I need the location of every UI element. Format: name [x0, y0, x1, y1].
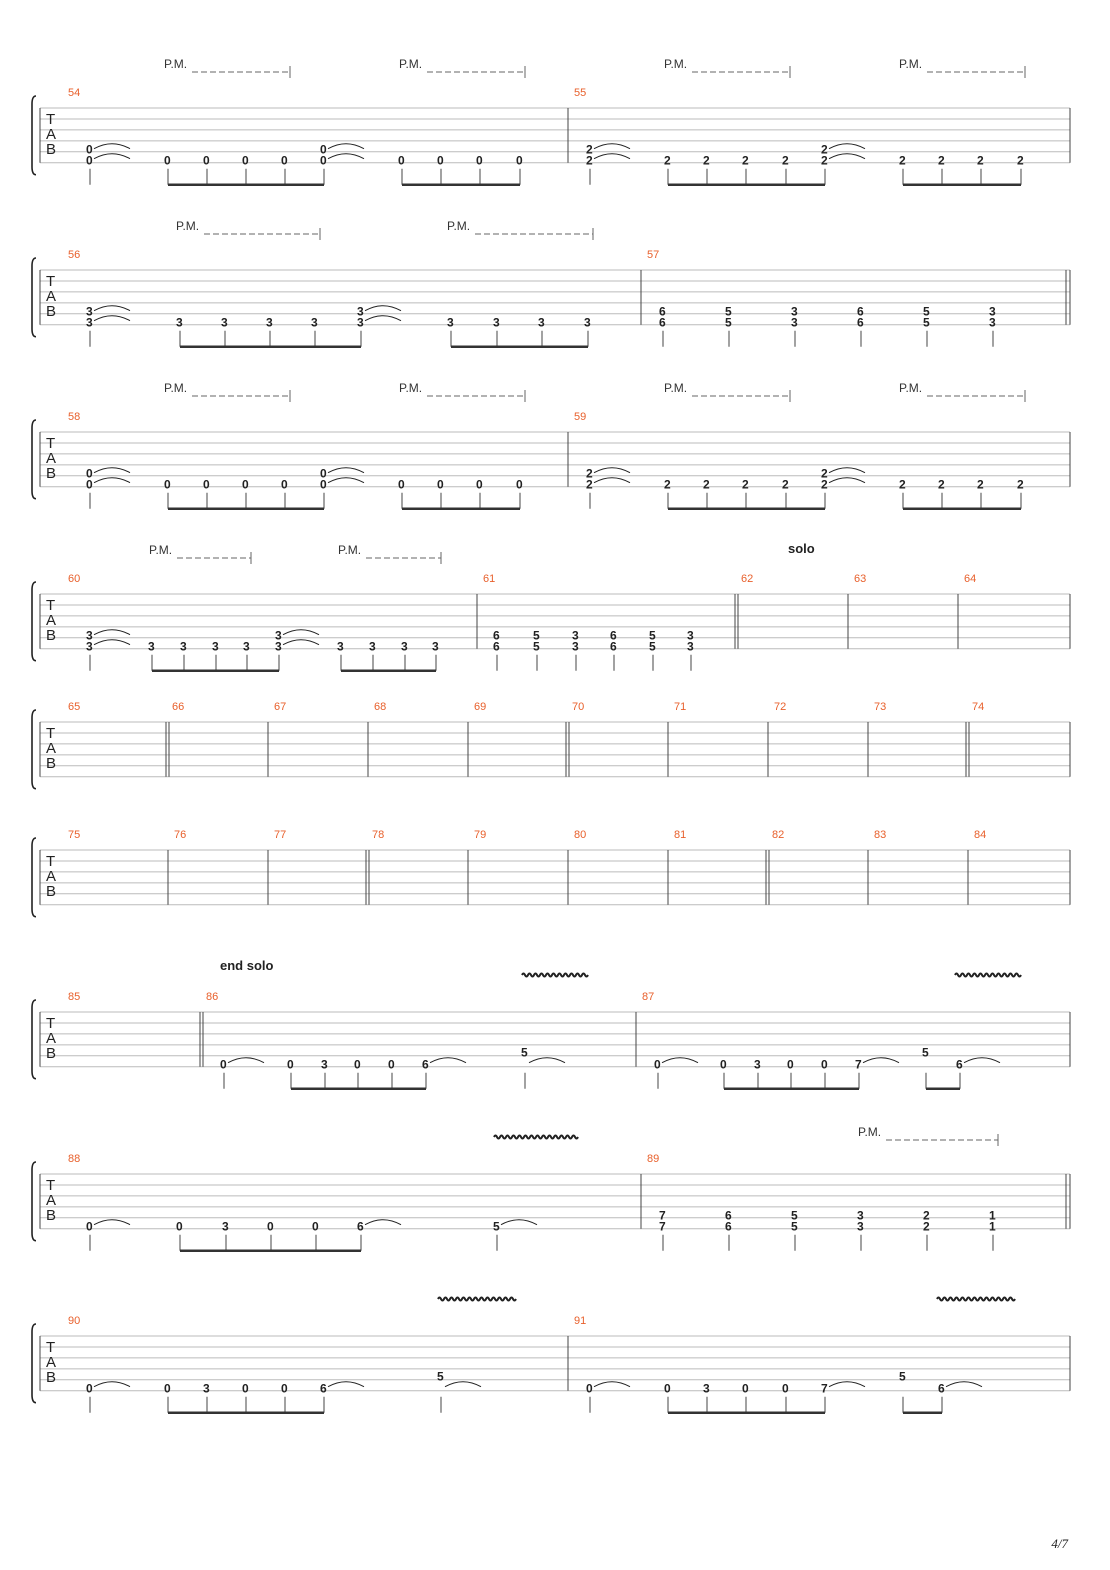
- measure-number: 67: [274, 701, 287, 713]
- fret-number: 0: [782, 1381, 789, 1396]
- fret-number: 5: [725, 315, 732, 330]
- palm-mute-label: P.M.: [899, 57, 923, 71]
- fret-number: 6: [357, 1219, 364, 1234]
- fret-number: 6: [320, 1381, 327, 1396]
- tie-arc: [662, 1058, 698, 1063]
- tab-clef-letter: A: [46, 126, 57, 143]
- measure-number: 64: [964, 573, 977, 585]
- measure-number: 90: [68, 1315, 81, 1327]
- measure-number: 82: [772, 829, 785, 841]
- fret-number: 6: [857, 315, 864, 330]
- fret-number: 3: [687, 639, 694, 654]
- tie-arc: [328, 154, 364, 159]
- vibrato-mark: [522, 974, 588, 977]
- fret-number: 2: [586, 142, 593, 157]
- tie-arc: [94, 306, 130, 311]
- tie-arc: [829, 478, 865, 483]
- measure-number: 87: [642, 991, 655, 1003]
- measure-number: 84: [974, 829, 987, 841]
- fret-number: 5: [923, 304, 930, 319]
- tab-clef-letter: A: [46, 1354, 57, 1371]
- fret-number: 0: [281, 1381, 288, 1396]
- vibrato-mark: [438, 1298, 516, 1301]
- fret-number: 3: [337, 639, 344, 654]
- palm-mute-label: P.M.: [399, 57, 423, 71]
- measure-number: 80: [574, 829, 587, 841]
- fret-number: 3: [203, 1381, 210, 1396]
- tie-arc: [829, 144, 865, 149]
- page-number: 4/7: [1051, 1536, 1068, 1551]
- fret-number: 2: [821, 142, 828, 157]
- system-brace: [32, 838, 36, 917]
- fret-number: 0: [242, 477, 249, 492]
- fret-number: 0: [398, 477, 405, 492]
- fret-number: 0: [176, 1219, 183, 1234]
- fret-number: 0: [86, 477, 93, 492]
- fret-number: 0: [220, 1057, 227, 1072]
- fret-number: 3: [357, 304, 364, 319]
- tie-arc: [94, 1220, 130, 1225]
- fret-number: 5: [922, 1045, 929, 1060]
- tie-arc: [829, 468, 865, 473]
- fret-number: 0: [320, 153, 327, 168]
- fret-number: 2: [782, 153, 789, 168]
- fret-number: 0: [664, 1381, 671, 1396]
- fret-number: 0: [320, 477, 327, 492]
- fret-number: 5: [725, 304, 732, 319]
- measure-number: 56: [68, 249, 81, 261]
- fret-number: 3: [369, 639, 376, 654]
- palm-mute-label: P.M.: [664, 57, 688, 71]
- tie-arc: [94, 154, 130, 159]
- fret-number: 0: [586, 1381, 593, 1396]
- vibrato-mark: [937, 1298, 1015, 1301]
- fret-number: 5: [493, 1219, 500, 1234]
- fret-number: 3: [432, 639, 439, 654]
- measure-number: 68: [374, 701, 387, 713]
- fret-number: 5: [649, 639, 656, 654]
- fret-number: 6: [610, 628, 617, 643]
- tie-arc: [430, 1058, 466, 1063]
- fret-number: 0: [720, 1057, 727, 1072]
- tie-arc: [501, 1220, 537, 1225]
- fret-number: 0: [287, 1057, 294, 1072]
- tie-arc: [283, 630, 319, 635]
- tie-arc: [964, 1058, 1000, 1063]
- palm-mute-label: P.M.: [447, 219, 471, 233]
- measure-number: 72: [774, 701, 787, 713]
- tie-arc: [94, 630, 130, 635]
- fret-number: 0: [281, 153, 288, 168]
- fret-number: 7: [659, 1219, 666, 1234]
- palm-mute-label: P.M.: [164, 381, 188, 395]
- tab-clef-letter: B: [46, 465, 57, 482]
- tab-clef-letter: A: [46, 868, 57, 885]
- tie-arc: [365, 1220, 401, 1225]
- fret-number: 6: [493, 628, 500, 643]
- fret-number: 3: [703, 1381, 710, 1396]
- fret-number: 6: [422, 1057, 429, 1072]
- fret-number: 3: [311, 315, 318, 330]
- fret-number: 2: [899, 153, 906, 168]
- system-brace: [32, 96, 36, 175]
- fret-number: 0: [86, 466, 93, 481]
- tie-arc: [594, 478, 630, 483]
- tie-arc: [228, 1058, 264, 1063]
- tie-arc: [445, 1382, 481, 1387]
- fret-number: 2: [821, 153, 828, 168]
- fret-number: 3: [86, 304, 93, 319]
- fret-number: 2: [938, 477, 945, 492]
- fret-number: 0: [516, 153, 523, 168]
- measure-number: 86: [206, 991, 219, 1003]
- fret-number: 3: [493, 315, 500, 330]
- measure-number: 83: [874, 829, 887, 841]
- fret-number: 5: [533, 639, 540, 654]
- fret-number: 3: [584, 315, 591, 330]
- tie-arc: [94, 1382, 130, 1387]
- fret-number: 2: [1017, 153, 1024, 168]
- tie-arc: [94, 144, 130, 149]
- fret-number: 5: [899, 1369, 906, 1384]
- fret-number: 0: [516, 477, 523, 492]
- fret-number: 0: [437, 153, 444, 168]
- tab-clef-letter: A: [46, 1192, 57, 1209]
- fret-number: 2: [821, 477, 828, 492]
- fret-number: 0: [742, 1381, 749, 1396]
- tab-clef-letter: B: [46, 627, 57, 644]
- tie-arc: [328, 1382, 364, 1387]
- fret-number: 2: [664, 477, 671, 492]
- vibrato-mark: [955, 974, 1021, 977]
- fret-number: 6: [659, 304, 666, 319]
- fret-number: 0: [320, 466, 327, 481]
- measure-number: 81: [674, 829, 687, 841]
- tab-clef-letter: A: [46, 740, 57, 757]
- fret-number: 2: [899, 477, 906, 492]
- measure-number: 59: [574, 411, 587, 423]
- measure-number: 57: [647, 249, 660, 261]
- fret-number: 0: [654, 1057, 661, 1072]
- fret-number: 1: [989, 1208, 996, 1223]
- fret-number: 7: [659, 1208, 666, 1223]
- tab-clef-letter: T: [46, 1177, 56, 1194]
- measure-number: 88: [68, 1153, 81, 1165]
- measure-number: 65: [68, 701, 81, 713]
- fret-number: 0: [86, 1381, 93, 1396]
- tab-clef-letter: T: [46, 597, 56, 614]
- tab-clef-letter: B: [46, 1045, 57, 1062]
- fret-number: 3: [86, 639, 93, 654]
- fret-number: 3: [791, 304, 798, 319]
- tab-clef-letter: T: [46, 111, 56, 128]
- tie-arc: [594, 144, 630, 149]
- fret-number: 2: [586, 477, 593, 492]
- fret-number: 3: [989, 304, 996, 319]
- measure-number: 69: [474, 701, 487, 713]
- system-brace: [32, 420, 36, 499]
- fret-number: 2: [923, 1208, 930, 1223]
- system-brace: [32, 258, 36, 337]
- fret-number: 2: [1017, 477, 1024, 492]
- fret-number: 3: [176, 315, 183, 330]
- tie-arc: [94, 640, 130, 645]
- fret-number: 3: [754, 1057, 761, 1072]
- tie-arc: [328, 478, 364, 483]
- fret-number: 3: [401, 639, 408, 654]
- tab-clef-letter: T: [46, 435, 56, 452]
- fret-number: 3: [275, 628, 282, 643]
- measure-number: 63: [854, 573, 867, 585]
- measure-number: 77: [274, 829, 287, 841]
- fret-number: 3: [989, 315, 996, 330]
- fret-number: 6: [725, 1219, 732, 1234]
- tie-arc: [829, 1382, 865, 1387]
- fret-number: 0: [242, 1381, 249, 1396]
- fret-number: 2: [586, 153, 593, 168]
- fret-number: 3: [447, 315, 454, 330]
- tab-clef-letter: A: [46, 1030, 57, 1047]
- fret-number: 3: [572, 639, 579, 654]
- fret-number: 0: [787, 1057, 794, 1072]
- fret-number: 0: [164, 153, 171, 168]
- measure-number: 74: [972, 701, 985, 713]
- measure-number: 79: [474, 829, 487, 841]
- tie-arc: [328, 144, 364, 149]
- measure-number: 89: [647, 1153, 660, 1165]
- fret-number: 3: [687, 628, 694, 643]
- fret-number: 5: [533, 628, 540, 643]
- fret-number: 3: [275, 639, 282, 654]
- measure-number: 54: [68, 87, 81, 99]
- fret-number: 3: [148, 639, 155, 654]
- system-brace: [32, 1162, 36, 1241]
- vibrato-mark: [494, 1136, 578, 1139]
- fret-number: 2: [742, 153, 749, 168]
- fret-number: 6: [857, 304, 864, 319]
- tab-clef-letter: T: [46, 1015, 56, 1032]
- fret-number: 2: [664, 153, 671, 168]
- measure-number: 73: [874, 701, 887, 713]
- tab-clef-letter: T: [46, 273, 56, 290]
- fret-number: 0: [281, 477, 288, 492]
- measure-number: 78: [372, 829, 385, 841]
- fret-number: 6: [493, 639, 500, 654]
- system-brace: [32, 1324, 36, 1403]
- measure-number: 60: [68, 573, 81, 585]
- fret-number: 5: [521, 1045, 528, 1060]
- fret-number: 3: [86, 315, 93, 330]
- system-brace: [32, 1000, 36, 1079]
- palm-mute-label: P.M.: [858, 1125, 882, 1139]
- tab-clef-letter: B: [46, 1207, 57, 1224]
- fret-number: 5: [791, 1219, 798, 1234]
- fret-number: 7: [821, 1381, 828, 1396]
- fret-number: 3: [266, 315, 273, 330]
- fret-number: 0: [312, 1219, 319, 1234]
- tab-clef-letter: T: [46, 1339, 56, 1356]
- fret-number: 2: [821, 466, 828, 481]
- tie-arc: [328, 468, 364, 473]
- fret-number: 7: [855, 1057, 862, 1072]
- tab-clef-letter: A: [46, 612, 57, 629]
- fret-number: 3: [857, 1208, 864, 1223]
- fret-number: 3: [357, 315, 364, 330]
- tie-arc: [946, 1382, 982, 1387]
- fret-number: 6: [938, 1381, 945, 1396]
- fret-number: 0: [242, 153, 249, 168]
- tie-arc: [365, 306, 401, 311]
- fret-number: 0: [164, 1381, 171, 1396]
- tie-arc: [594, 154, 630, 159]
- fret-number: 3: [791, 315, 798, 330]
- fret-number: 5: [437, 1369, 444, 1384]
- measure-number: 76: [174, 829, 187, 841]
- palm-mute-label: P.M.: [399, 381, 423, 395]
- fret-number: 6: [725, 1208, 732, 1223]
- tab-clef-letter: B: [46, 303, 57, 320]
- tab-clef-letter: A: [46, 288, 57, 305]
- measure-number: 70: [572, 701, 585, 713]
- fret-number: 5: [923, 315, 930, 330]
- system-brace: [32, 582, 36, 661]
- fret-number: 0: [267, 1219, 274, 1234]
- tie-arc: [94, 478, 130, 483]
- fret-number: 3: [857, 1219, 864, 1234]
- fret-number: 1: [989, 1219, 996, 1234]
- palm-mute-label: P.M.: [149, 543, 173, 557]
- fret-number: 0: [398, 153, 405, 168]
- palm-mute-label: P.M.: [176, 219, 200, 233]
- fret-number: 3: [180, 639, 187, 654]
- fret-number: 2: [977, 477, 984, 492]
- tie-arc: [365, 316, 401, 321]
- tab-clef-letter: B: [46, 755, 57, 772]
- fret-number: 3: [243, 639, 250, 654]
- fret-number: 2: [938, 153, 945, 168]
- measure-number: 71: [674, 701, 687, 713]
- palm-mute-label: P.M.: [664, 381, 688, 395]
- tie-arc: [829, 154, 865, 159]
- measure-number: 66: [172, 701, 185, 713]
- section-label: solo: [788, 541, 815, 556]
- fret-number: 0: [354, 1057, 361, 1072]
- fret-number: 0: [476, 153, 483, 168]
- measure-number: 91: [574, 1315, 587, 1327]
- fret-number: 0: [320, 142, 327, 157]
- tie-arc: [283, 640, 319, 645]
- tie-arc: [594, 468, 630, 473]
- fret-number: 0: [86, 153, 93, 168]
- tie-arc: [594, 1382, 630, 1387]
- palm-mute-label: P.M.: [338, 543, 362, 557]
- tie-arc: [94, 316, 130, 321]
- section-label: end solo: [220, 958, 274, 973]
- fret-number: 2: [586, 466, 593, 481]
- tab-clef-letter: B: [46, 883, 57, 900]
- fret-number: 2: [742, 477, 749, 492]
- fret-number: 5: [791, 1208, 798, 1223]
- tab-clef-letter: A: [46, 450, 57, 467]
- fret-number: 0: [203, 477, 210, 492]
- measure-number: 62: [741, 573, 754, 585]
- tab-clef-letter: B: [46, 1369, 57, 1386]
- fret-number: 0: [164, 477, 171, 492]
- fret-number: 3: [212, 639, 219, 654]
- fret-number: 0: [86, 1219, 93, 1234]
- fret-number: 2: [977, 153, 984, 168]
- tab-clef-letter: T: [46, 725, 56, 742]
- fret-number: 2: [703, 153, 710, 168]
- measure-number: 75: [68, 829, 81, 841]
- fret-number: 6: [659, 315, 666, 330]
- tab-clef-letter: T: [46, 853, 56, 870]
- measure-number: 61: [483, 573, 496, 585]
- fret-number: 0: [476, 477, 483, 492]
- fret-number: 3: [221, 315, 228, 330]
- measure-number: 55: [574, 87, 587, 99]
- fret-number: 3: [222, 1219, 229, 1234]
- fret-number: 5: [649, 628, 656, 643]
- tie-arc: [529, 1058, 565, 1063]
- fret-number: 3: [538, 315, 545, 330]
- measure-number: 58: [68, 411, 81, 423]
- measure-number: 85: [68, 991, 81, 1003]
- palm-mute-label: P.M.: [899, 381, 923, 395]
- fret-number: 0: [821, 1057, 828, 1072]
- tab-clef-letter: B: [46, 141, 57, 158]
- fret-number: 0: [86, 142, 93, 157]
- system-brace: [32, 710, 36, 789]
- fret-number: 0: [388, 1057, 395, 1072]
- fret-number: 2: [703, 477, 710, 492]
- fret-number: 2: [923, 1219, 930, 1234]
- palm-mute-label: P.M.: [164, 57, 188, 71]
- fret-number: 6: [956, 1057, 963, 1072]
- tie-arc: [863, 1058, 899, 1063]
- fret-number: 6: [610, 639, 617, 654]
- fret-number: 0: [437, 477, 444, 492]
- fret-number: 0: [203, 153, 210, 168]
- fret-number: 3: [572, 628, 579, 643]
- fret-number: 3: [86, 628, 93, 643]
- tie-arc: [94, 468, 130, 473]
- fret-number: 2: [782, 477, 789, 492]
- fret-number: 3: [321, 1057, 328, 1072]
